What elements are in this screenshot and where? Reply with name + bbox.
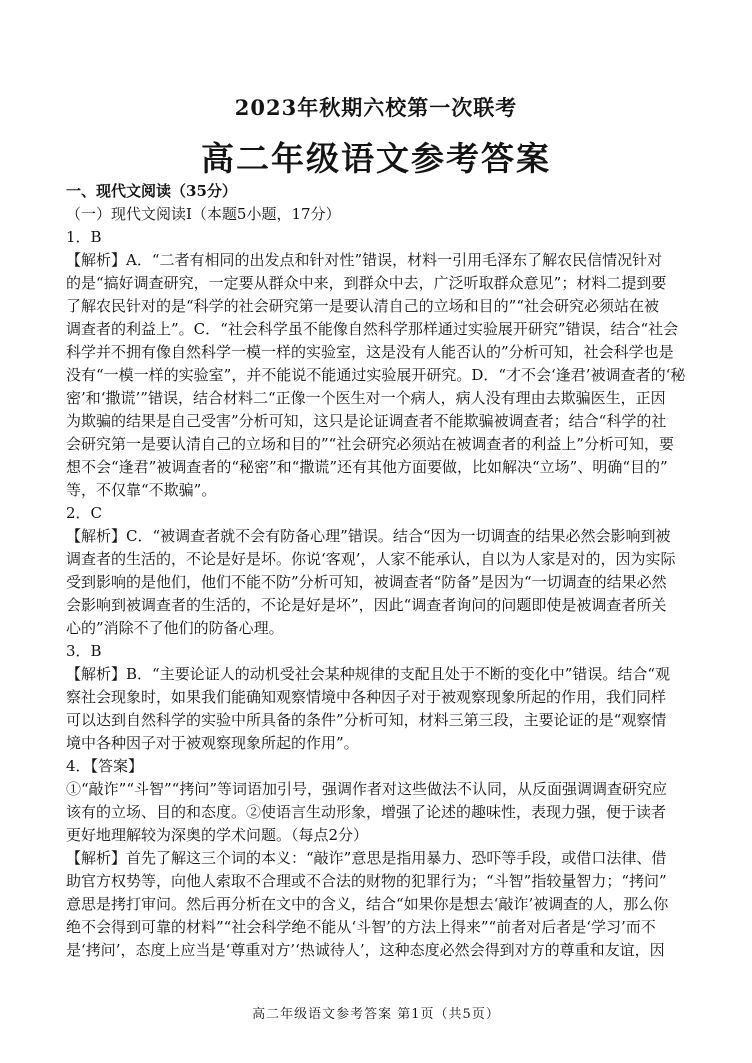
text-line: 会影响到被调查者的生活的，不论是好是坏”，因此“调查者询问的问题即使是被调查者所关 — [66, 596, 667, 614]
text-line: 境中各种因子对于被观察现象所起的作用”。 — [66, 734, 359, 752]
text-line: 密’和‘撒谎’”错误，结合材料二“正像一个医生对一个病人，病人没有理由去欺骗医生，正因 — [66, 389, 666, 407]
text-line: 更好地理解较为深奥的学术问题。（每点2分） — [66, 826, 369, 844]
exam-title: 2023年秋期六校第一次联考 — [234, 95, 518, 120]
question-answer: 3．B — [66, 642, 102, 660]
text-line: 【解析】首先了解这三个词的本义：“敲诈”意思是指用暴力、恐吓等手段，或借口法律、借 — [66, 849, 667, 867]
text-line: 该有的立场、目的和态度。②使语言生动形象，增强了论述的趣味性，表现力强，便于读者 — [66, 803, 667, 821]
text-line: 的是“搞好调查研究，一定要从群众中来，到群众中去，广泛听取群众意见”；材料二提到要 — [66, 274, 667, 292]
subsection-heading: （一）现代文阅读Ⅰ（本题5小题，17分） — [66, 205, 341, 223]
text-line: 了解农民针对的是“科学的社会研究第一是要认清自己的立场和目的”“社会研究必须站在被 — [66, 297, 660, 315]
text-line: 【解析】B．“主要论证人的动机受社会某种规律的支配且处于不断的变化中”错误。结合“观 — [66, 665, 671, 683]
page-footer: 高二年级语文参考答案 第1页（共5页） — [252, 1007, 500, 1022]
question-answer: 4．【答案】 — [66, 757, 144, 775]
text-line: 没有“一模一样的实验室”，并不能说不能通过实验展开研究。D．“才不会‘逢君’被调查者的‘秘 — [66, 366, 686, 384]
text-line: ①“敲诈”“斗智”“拷问”等词语加引号，强调作者对这些做法不认同，从反面强调调查研究应 — [66, 780, 668, 798]
text-line: 意思是拷打审问。然后再分析在文中的含义，结合“如果你是想去‘敲诈’被调查的人，那么你 — [66, 895, 669, 913]
text-line: 等，不仅靠“不欺骗”。 — [66, 481, 217, 499]
text-line: 助官方权势等，向他人索取不合理或不合法的财物的犯罪行为；“斗智”指较量智力；“拷问” — [66, 872, 667, 890]
text-line: 受到影响的是他们，他们不能不防”分析可知，被调查者“防备”是因为“一切调查的结果必然 — [66, 573, 667, 591]
text-line: 察社会现象时，如果我们能确知观察情境中各种因子对于被观察现象所起的作用，我们同样 — [66, 688, 667, 706]
text-line: 为欺骗的结果是自己受害”分析可知，这只是论证调查者不能欺骗被调查者；结合“科学的社 — [66, 412, 667, 430]
text-line: 可以达到自然科学的实验中所具备的条件”分析可知，材料三第三段，主要论证的是“观察情 — [66, 711, 667, 729]
text-line: 想不会“逢君”被调查者的“秘密”和“撒谎”还有其他方面要做，比如解决“立场”、明确“目的” — [66, 458, 668, 476]
text-line: 调查者的生活的，不论是好是坏。你说‘客观’，人家不能承认，自以为人家是对的，因为实际 — [66, 550, 676, 568]
text-line: 【解析】A．“二者有相同的出发点和针对性”错误，材料一引用毛泽东了解农民信情况针对 — [66, 251, 663, 269]
text-line: 会研究第一是要认清自己的立场和目的”“社会研究必须站在被调查者的利益上”分析可知，要 — [66, 435, 675, 453]
text-line: 心的”消除不了他们的防备心理。 — [66, 619, 284, 637]
text-line: 绝不会得到可靠的材料”“社会科学绝不能从‘斗智’的方法上得来”“前者对后者是‘学习’而不 — [66, 918, 656, 936]
text-line: 科学并不拥有像自然科学一模一样的实验室，这是没有人能否认的”分析可知，社会科学也是 — [66, 343, 674, 361]
question-answer: 1．B — [66, 228, 102, 246]
text-line: 是‘拷问’，态度上应当是‘尊重对方’‘热诚待人’，这种态度必然会得到对方的尊重和友谊，因 — [66, 941, 665, 959]
question-answer: 2．C — [66, 504, 103, 522]
text-line: 【解析】C．“被调查者就不会有防备心理”错误。结合“因为一切调查的结果必然会影响到被 — [66, 527, 671, 545]
document-title: 高二年级语文参考答案 — [201, 139, 551, 178]
text-line: 调查者的利益上”。C．“社会科学虽不能像自然科学那样通过实验展开研究”错误，结合“社会 — [66, 320, 679, 338]
section-heading: 一、现代文阅读（35分） — [66, 182, 237, 200]
